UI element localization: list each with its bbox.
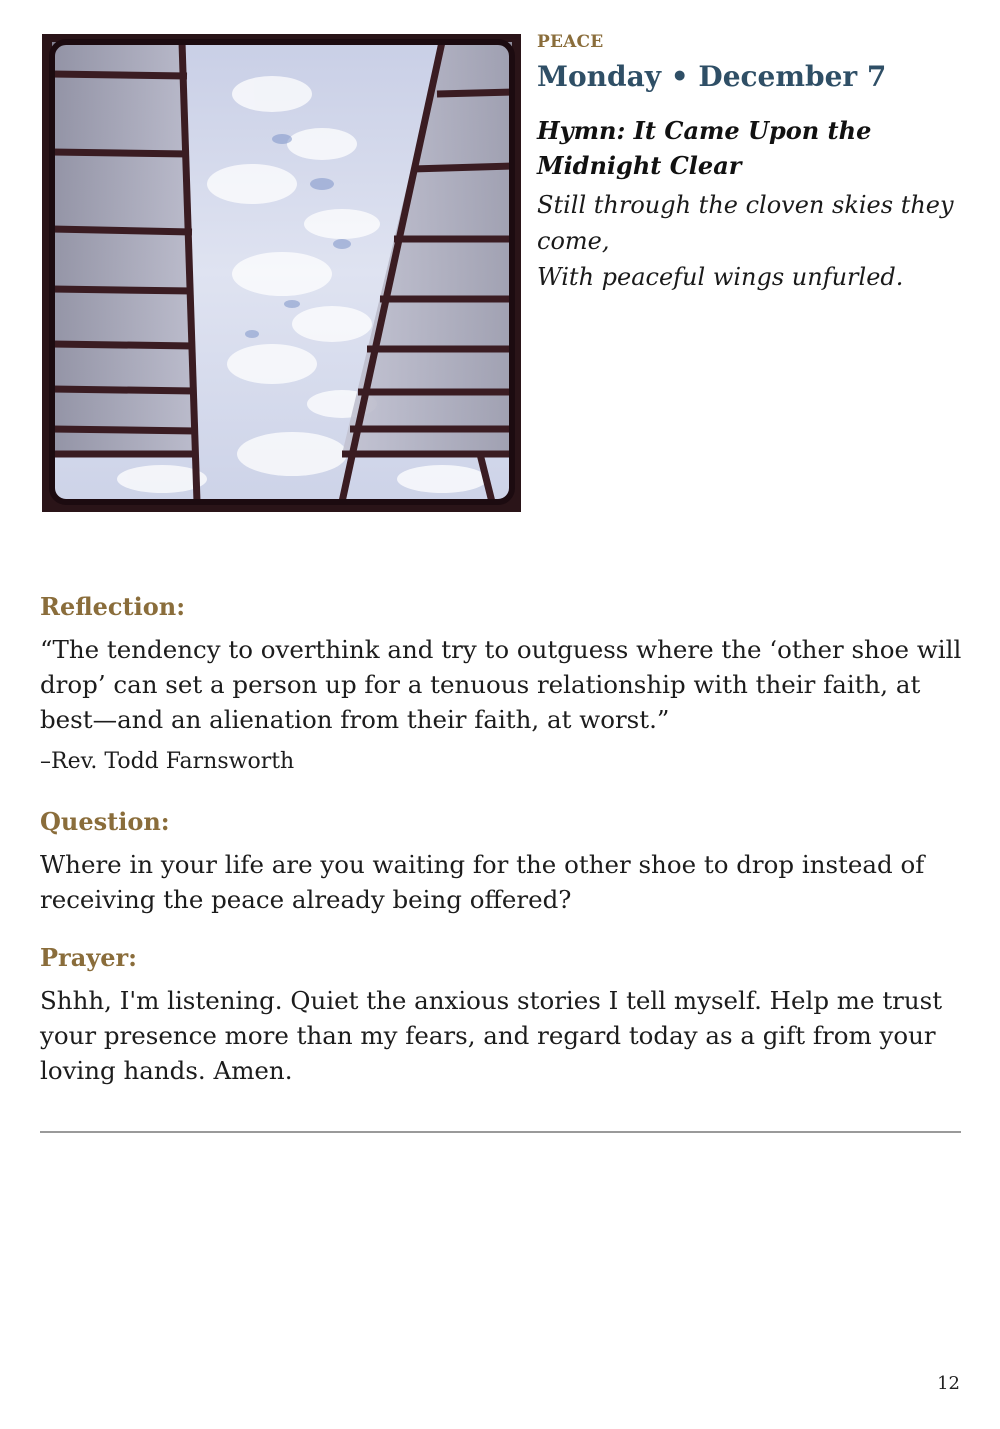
hymn-line: With peaceful wings unfurled. [537,263,904,291]
reflection-attribution: –Rev. Todd Farnsworth [40,749,295,774]
hymn-line: Still through the cloven skies they come, [537,191,954,255]
hymn-title: Hymn: It Came Upon the Midnight Clear [537,116,872,180]
reflection-heading: Reflection: [40,592,186,621]
question-heading: Question: [40,807,170,836]
prayer-section [40,943,965,1088]
entry-date-title: Monday • December 7 [537,60,887,93]
entry-header [537,32,967,295]
question-text: Where in your life are you waiting for the other shoe to drop instead of receiving the peace already being offered? [40,850,925,914]
hymn-lyrics [537,187,967,295]
reflection-quote: “The tendency to overthink and try to outguess where the ‘other shoe will drop’ can set a person up for a tenuous relationship with their faith, at best—and an alienation from their faith, at worst.” [40,635,962,734]
skylight-photo-image [42,34,521,512]
divider [40,1131,961,1133]
reflection-section [40,592,965,777]
prayer-text: Shhh, I'm listening. Quiet the anxious stories I tell myself. Help me trust your presence more than my fears, and regard today as a gift from your loving hands. Amen. [40,986,943,1085]
question-section [40,807,965,917]
skylight-photo [42,34,521,512]
page-number: 12 [937,1373,960,1394]
prayer-heading: Prayer: [40,943,137,972]
theme-label: PEACE [537,32,604,52]
